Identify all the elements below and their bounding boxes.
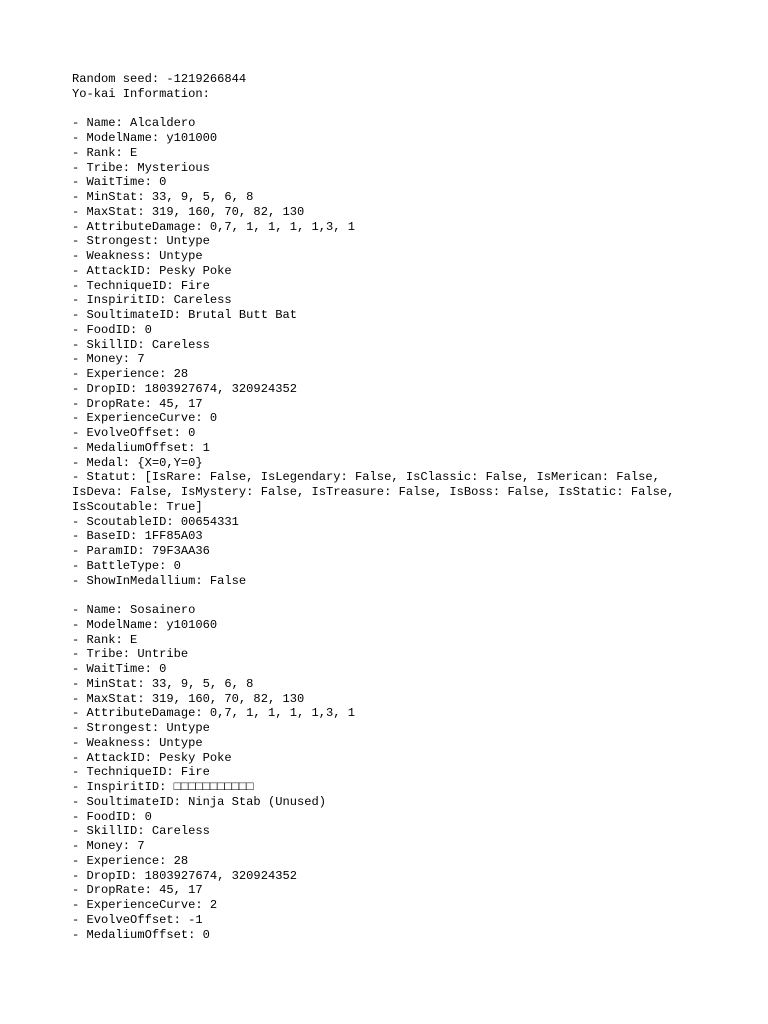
yokai-field-line: - AttackID: Pesky Poke bbox=[72, 750, 232, 765]
yokai-field-line: - Medal: {X=0,Y=0} bbox=[72, 455, 203, 470]
yokai-field-line: - Experience: 28 bbox=[72, 367, 189, 381]
yokai-field-line: - Strongest: Untype bbox=[72, 234, 210, 249]
yokai-field-line: - TechniqueID: Fire bbox=[72, 765, 210, 780]
yokai-field-line: - DropRate: 45, 17 bbox=[72, 396, 203, 411]
yokai-field-line: - Name: Sosainero bbox=[72, 603, 196, 617]
section-title: Yo-kai Information: bbox=[72, 86, 210, 101]
yokai-field-line: - Money: 7 bbox=[72, 352, 145, 367]
yokai-field-line: - Money: 7 bbox=[72, 839, 145, 853]
yokai-field-line: - WaitTime: 0 bbox=[72, 175, 167, 190]
yokai-field-line: IsScoutable: True] bbox=[72, 499, 203, 514]
yokai-field-line: - Weakness: Untype bbox=[72, 735, 203, 750]
yokai-field-line: - Tribe: Untribe bbox=[72, 647, 189, 662]
yokai-field-line: - DropRate: 45, 17 bbox=[72, 883, 203, 898]
yokai-field-line: - MedaliumOffset: 1 bbox=[72, 440, 210, 455]
yokai-field-line: - Tribe: Mysterious bbox=[72, 160, 210, 175]
document-page bbox=[72, 72, 732, 942]
yokai-field-line: - ShowInMedallium: False bbox=[72, 573, 247, 588]
yokai-field-line: - EvolveOffset: -1 bbox=[72, 912, 203, 927]
yokai-field-line: - Name: Alcaldero bbox=[72, 116, 196, 131]
yokai-field-line: - Experience: 28 bbox=[72, 853, 189, 868]
yokai-field-line: - FoodID: 0 bbox=[72, 322, 152, 337]
yokai-field-line: - FoodID: 0 bbox=[72, 809, 152, 824]
yokai-field-line: - ScoutableID: 00654331 bbox=[72, 514, 239, 529]
yokai-field-line: - InspiritID: □□□□□□□□□□□ bbox=[72, 780, 254, 794]
yokai-field-line: - TechniqueID: Fire bbox=[72, 278, 210, 293]
yokai-field-line: - Weakness: Untype bbox=[72, 249, 203, 263]
yokai-field-line: - Rank: E bbox=[72, 145, 138, 160]
yokai-field-line: - ModelName: y101060 bbox=[72, 617, 218, 632]
yokai-field-line: IsDeva: False, IsMystery: False, IsTreasure: False, IsBoss: False, IsStatic: False, bbox=[72, 485, 675, 499]
yokai-field-line: - MinStat: 33, 9, 5, 6, 8 bbox=[72, 676, 254, 691]
yokai-field-line: - BattleType: 0 bbox=[72, 558, 181, 573]
yokai-field-line: - SkillID: Careless bbox=[72, 824, 210, 839]
yokai-field-line: - Strongest: Untype bbox=[72, 721, 210, 735]
yokai-field-line: - AttributeDamage: 0,7, 1, 1, 1, 1,3, 1 bbox=[72, 219, 356, 234]
yokai-list bbox=[72, 102, 732, 943]
yokai-field-line: - MinStat: 33, 9, 5, 6, 8 bbox=[72, 190, 254, 204]
yokai-field-line: - ModelName: y101000 bbox=[72, 131, 218, 145]
yokai-field-line: - EvolveOffset: 0 bbox=[72, 426, 196, 440]
yokai-field-line: - SoultimateID: Brutal Butt Bat bbox=[72, 308, 297, 322]
yokai-field-line: - BaseID: 1FF85A03 bbox=[72, 529, 203, 544]
blank-line bbox=[72, 102, 732, 117]
yokai-field-line: - Statut: [IsRare: False, IsLegendary: False, IsClassic: False, IsMerican: False, bbox=[72, 470, 660, 485]
random-seed-line: Random seed: -1219266844 bbox=[72, 72, 247, 86]
yokai-field-line: - WaitTime: 0 bbox=[72, 662, 167, 676]
yokai-entry bbox=[72, 116, 732, 588]
yokai-field-line: - MedaliumOffset: 0 bbox=[72, 927, 210, 942]
yokai-field-line: - ExperienceCurve: 0 bbox=[72, 411, 218, 426]
yokai-field-line: - AttackID: Pesky Poke bbox=[72, 263, 232, 278]
yokai-field-line: - AttributeDamage: 0,7, 1, 1, 1, 1,3, 1 bbox=[72, 706, 356, 721]
yokai-field-line: - SkillID: Careless bbox=[72, 337, 210, 352]
blank-line bbox=[72, 588, 732, 603]
yokai-field-line: - InspiritID: Careless bbox=[72, 293, 232, 308]
yokai-entry bbox=[72, 603, 732, 942]
yokai-field-line: - ParamID: 79F3AA36 bbox=[72, 544, 210, 558]
yokai-field-line: - DropID: 1803927674, 320924352 bbox=[72, 868, 297, 883]
yokai-field-line: - MaxStat: 319, 160, 70, 82, 130 bbox=[72, 691, 305, 706]
yokai-field-line: - MaxStat: 319, 160, 70, 82, 130 bbox=[72, 204, 305, 219]
yokai-field-line: - Rank: E bbox=[72, 632, 138, 647]
yokai-field-line: - DropID: 1803927674, 320924352 bbox=[72, 381, 297, 396]
yokai-field-line: - SoultimateID: Ninja Stab (Unused) bbox=[72, 794, 327, 809]
yokai-field-line: - ExperienceCurve: 2 bbox=[72, 898, 218, 912]
